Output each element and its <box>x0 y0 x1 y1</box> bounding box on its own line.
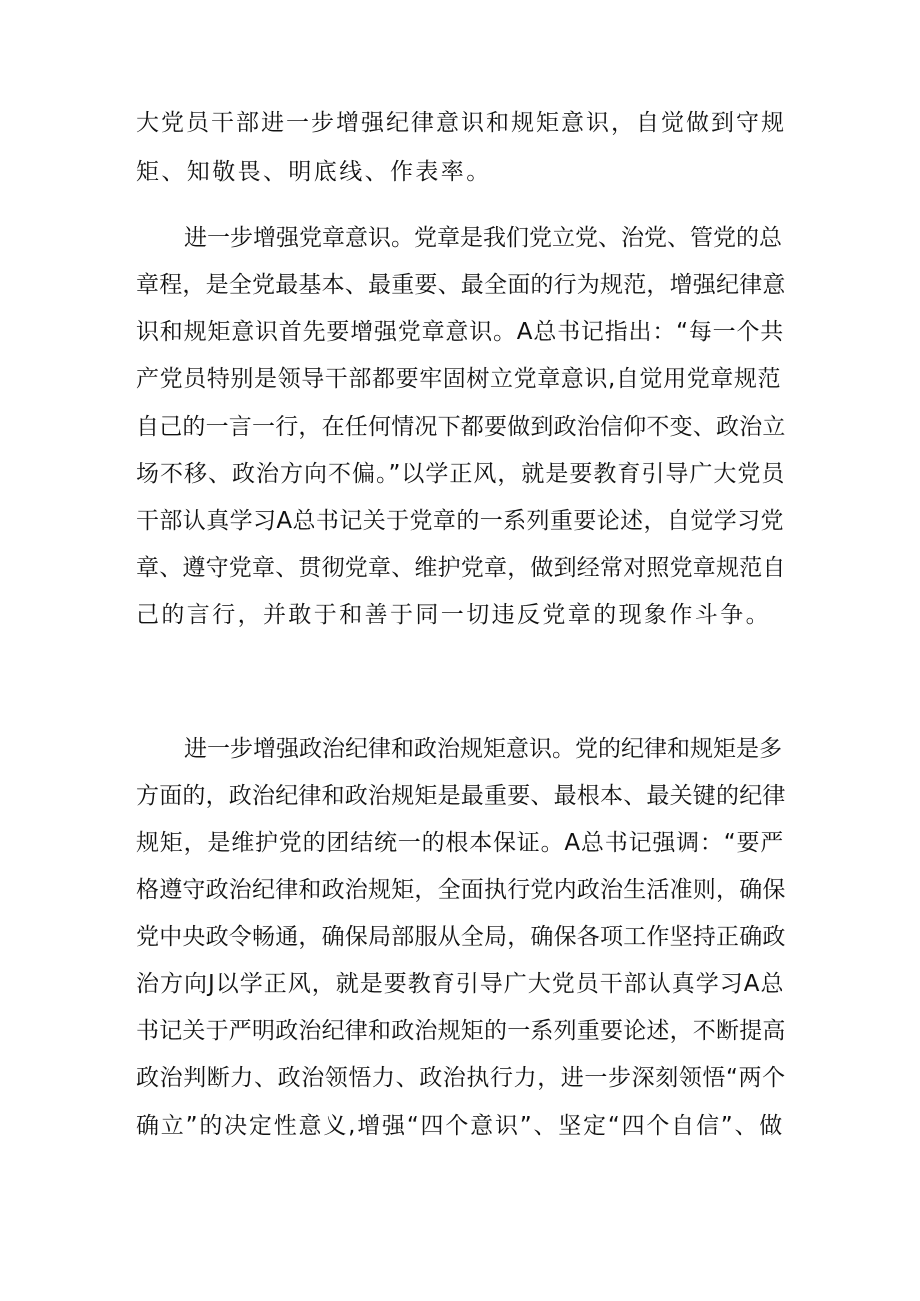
text-line: 治方向J以学正风，就是要教育引导广大党员干部认真学习A总 <box>136 971 785 997</box>
text-line: 进一步增强政治纪律和政治规矩意识。党的纪律和规矩是多 <box>184 736 782 762</box>
text-line: 大党员干部进一步增强纪律意识和规矩意识，自觉做到守规 <box>136 110 786 136</box>
text-line: 方面的，政治纪律和政治规矩是最重要、最根本、最关键的纪律 <box>136 783 786 809</box>
text-line: 识和规矩意识首先要增强党章意识。A总书记指出：“每一个共 <box>136 319 785 345</box>
text-line: 政治判断力、政治领悟力、政治执行力，进一步深刻领悟“两个 <box>136 1065 786 1091</box>
text-line: 场不移、政治方向不偏。”以学正风，就是要教育引导广大党员 <box>136 461 786 487</box>
text-line: 确立”的决定性意义,增强“四个意识”、坚定“四个自信”、做 <box>136 1113 785 1139</box>
text-line: 己的言行，并敢于和善于同一切违反党章的现象作斗争。 <box>136 602 771 628</box>
text-line: 矩、知敬畏、明底线、作表率。 <box>136 159 492 185</box>
text-line: 书记关于严明政治纪律和政治规矩的一系列重要论述，不断提高 <box>136 1018 786 1044</box>
text-line: 规矩，是维护党的团结统一的根本保证。A总书记强调：“要严 <box>136 830 785 856</box>
text-line: 党中央政令畅通，确保局部服从全局，确保各项工作坚持正确政 <box>136 924 786 950</box>
text-line: 进一步增强党章意识。党章是我们党立党、治党、管党的总 <box>184 225 782 251</box>
text-line: 产党员特别是领导干部都要牢固树立党章意识,自觉用党章规范 <box>136 366 782 392</box>
text-line: 格遵守政治纪律和政治规矩，全面执行党内政治生活准则，确保 <box>136 877 786 903</box>
text-line: 干部认真学习A总书记关于党章的一系列重要论述，自觉学习党 <box>136 508 784 534</box>
text-line: 自己的一言一行，在任何情况下都要做到政治信仰不变、政治立 <box>136 414 786 440</box>
text-line: 章程，是全党最基本、最重要、最全面的行为规范，增强纪律意 <box>136 272 786 298</box>
text-line: 章、遵守党章、贯彻党章、维护党章，做到经常对照党章规范自 <box>136 555 786 581</box>
